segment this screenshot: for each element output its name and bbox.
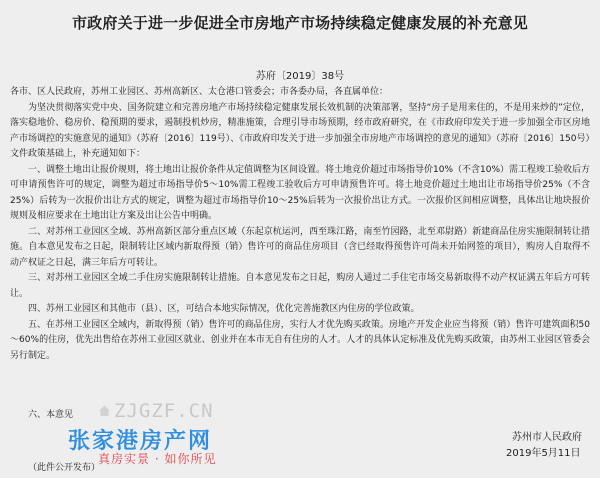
document-body	[10, 85, 590, 364]
watermark-slogan: 真房实景 · 如你所见	[98, 452, 217, 466]
item-6-partial: 六、本意见	[28, 410, 74, 420]
item-5: 五、在苏州工业园区全域内，新取得预（销）售许可的商品住房，实行人才优先购买政策。房地产开发企业应当将预（销）售许可建筑面积50～60%的住房，优先出售给在苏州工业园区就业、创业并在本市无自有住房的人才。人才的具体认定标准及优先购买政策，由苏州工业园区管委会另行制定。	[10, 319, 590, 361]
item-4: 四、苏州工业园区和其他市（县）、区，可结合本地实际情况，优化完善施教区内住房的学位政策。	[28, 304, 420, 314]
signing-organization: 苏州市人民政府	[512, 432, 582, 443]
item-3: 三、对苏州工业园区全域二手住房实施限制转让措施。自本意见发布之日起，购房人通过二手住宅市场交易新取得不动产权证满五年后方可转让。	[10, 273, 590, 299]
intro-paragraph: 为坚决贯彻落实党中央、国务院建立和完善房地产市场持续稳定健康发展长效机制的决策部署，坚持“房子是用来住的，不是用来炒的”定位，落实稳地价、稳房价、稳预期的要求，遏制投机炒房，精准施策，合理引导市场预期，经市政府研究，在《市政府印发关于进一步加强全市区房地产市场调控的实施意见的通知》（苏府〔2016〕119号）、《市政府印发关于进一步加强全市房地产市场调控的意见的通知》（苏府〔2016〕150号）文件政策基础上，补充通知如下：	[10, 102, 590, 159]
item-1: 一、调整土地出让报价规则，将土地出让报价条件从定值调整为区间设置。将土地竞价超过市场指导价10%（不含10%）需工程竣工验收后方可申请预售许可的规定，调整为超过市场指导价5～10%需工程竣工验收后方可申请预售许可。将土地竞价超过土地出让市场指导价25%（不含25%）后转为一次报价出让方式的规定，调整为超过市场指导价10～25%后转为一次报价出让方式。一次报价区间相应调整，具体出让地块报价规则及相应要求在土地出让方案及出让公告中明确。	[10, 164, 591, 221]
item-2: 二、对苏州工业园区全域、苏州高新区部分重点区域（东起京杭运河，西至珠江路，南至竹园路，北至邓尉路）新建商品住房实施限制转让措施。自本意见发布之日起，限制转让区域内新取得预（销）售许可的商品住房项目（含已经取得预售许可尚未开始网签的项目），购房人自取得不动产权证之日起，满三年后方可转让。	[10, 226, 590, 268]
watermark-site: ZJGZF.CN	[114, 400, 214, 422]
salutation: 各市、区人民政府，苏州工业园区、苏州高新区、太仓港口管委会；市各委办局，各直属单位：	[10, 87, 389, 97]
watermark-name: 张家港房产网	[68, 429, 213, 454]
signing-date: 2019年5月11日	[506, 448, 581, 459]
publication-note: （此件公开发布）	[28, 463, 101, 473]
house-watermark-icon	[98, 404, 111, 417]
document-title: 市政府关于进一步促进全市房地产市场持续稳定健康发展的补充意见	[71, 14, 528, 32]
document-number: 苏府〔2019〕38号	[255, 71, 345, 82]
